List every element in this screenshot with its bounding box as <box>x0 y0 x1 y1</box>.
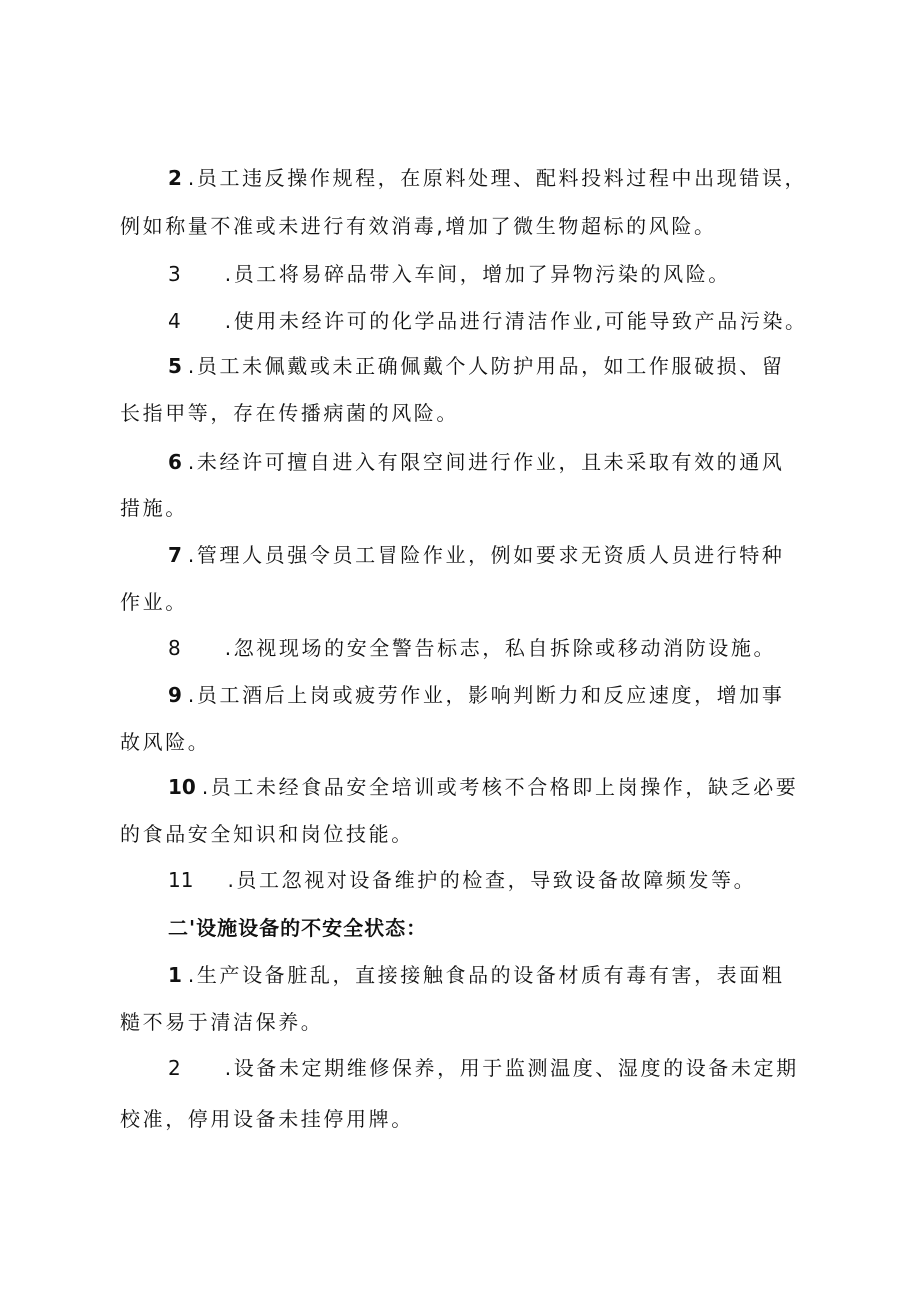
item-text: .设备未定期维修保养，用于监测温度、湿度的设备未定期 <box>224 1056 799 1080</box>
item-text: .忽视现场的安全警告标志，私自拆除或移动消防设施。 <box>224 636 777 660</box>
item-number: 6 <box>168 450 182 474</box>
section-heading: 二'设施设备的不安全状态： <box>168 916 428 940</box>
section-list-item-1 <box>168 963 868 987</box>
item-number: 4 <box>168 309 181 333</box>
list-item-7-continued: 作业。 <box>120 590 188 614</box>
list-item-9-continued: 故风险。 <box>120 730 211 754</box>
list-item-10-continued: 的食品安全知识和岗位技能。 <box>120 822 414 846</box>
section-list-item-2 <box>168 1056 868 1080</box>
item-number: 11 <box>168 868 194 892</box>
item-text: .生产设备脏乱，直接接触食品的设备材质有毒有害，表面粗 <box>187 963 785 987</box>
item-text: .员工忽视对设备维护的检查，导致设备故障频发等。 <box>227 868 757 892</box>
list-item-3 <box>168 262 868 286</box>
item-text: .员工未佩戴或未正确佩戴个人防护用品，如工作服破损、留 <box>187 354 785 378</box>
item-text: .管理人员强令员工冒险作业，例如要求无资质人员进行特种 <box>187 543 785 567</box>
list-item-2-continued: 例如称量不准或未进行有效消毒,增加了微生物超标的风险。 <box>120 214 717 238</box>
item-number: 1 <box>168 963 182 987</box>
list-item-11 <box>168 868 868 892</box>
section-list-item-1-continued: 糙不易于清洁保养。 <box>120 1010 324 1034</box>
item-number: 9 <box>168 683 182 707</box>
item-number: 5 <box>168 354 182 378</box>
item-text: .员工未经食品安全培训或考核不合格即上岗操作，缺乏必要 <box>201 775 799 799</box>
list-item-6 <box>168 450 868 474</box>
list-item-5-continued: 长指甲等，存在传播病菌的风险。 <box>120 401 459 425</box>
item-text: .员工违反操作规程，在原料处理、配料投料过程中出现错误， <box>187 166 808 190</box>
list-item-9 <box>168 683 868 707</box>
list-item-2 <box>168 166 868 190</box>
list-item-7 <box>168 543 868 567</box>
list-item-8 <box>168 636 868 660</box>
item-text: .使用未经许可的化学品进行清洁作业,可能导致产品污染。 <box>224 309 808 333</box>
item-number: 7 <box>168 543 182 567</box>
list-item-4 <box>168 309 868 333</box>
item-number: 3 <box>168 262 181 286</box>
item-number: 10 <box>168 775 196 799</box>
section-list-item-2-continued: 校准，停用设备未挂停用牌。 <box>120 1107 414 1131</box>
list-item-5 <box>168 354 868 378</box>
item-text: .未经许可擅自进入有限空间进行作业，且未采取有效的通风 <box>187 450 785 474</box>
item-number: 2 <box>168 1056 181 1080</box>
list-item-6-continued: 措施。 <box>120 496 188 520</box>
item-number: 8 <box>168 636 181 660</box>
item-number: 2 <box>168 166 182 190</box>
item-text: .员工酒后上岗或疲劳作业，影响判断力和反应速度，增加事 <box>187 683 785 707</box>
list-item-10 <box>168 775 868 799</box>
item-text: .员工将易碎品带入车间，增加了异物污染的风险。 <box>224 262 731 286</box>
